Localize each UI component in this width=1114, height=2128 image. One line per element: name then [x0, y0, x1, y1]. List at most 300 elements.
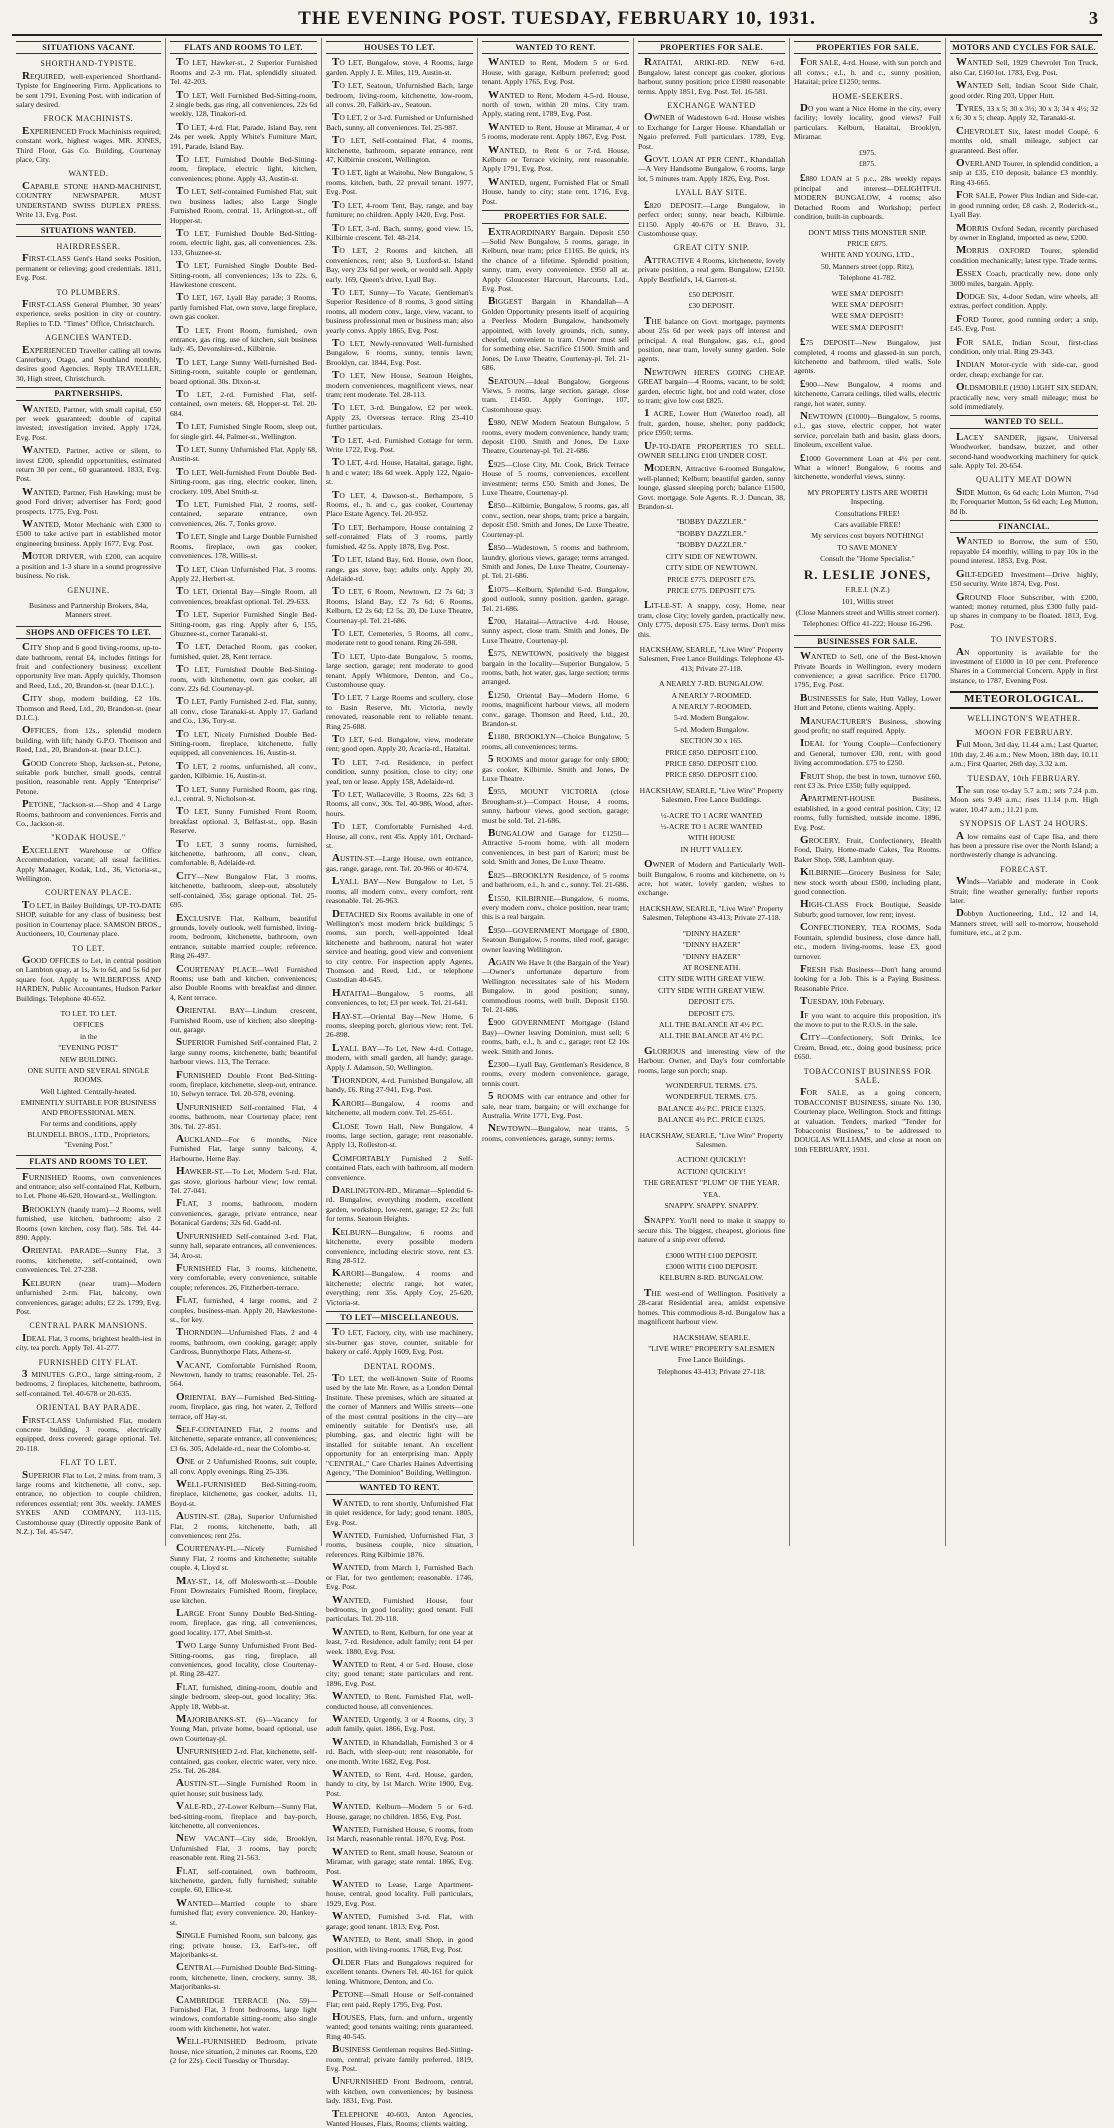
display-ad-line: in the [79, 1031, 98, 1041]
display-ad-line: WHITE AND YOUNG, LTD., [820, 250, 915, 260]
section-heading: BUSINESSES FOR SALE. [794, 635, 941, 648]
section-heading: PROPERTIES FOR SALE. [638, 41, 785, 54]
classified-ad: WANTED to Rent, House at Miramar, 4 or 5 rooms, moderate rent. Apply 1867, Evg. Post. [482, 120, 629, 142]
classified-ad: WELL-FURNISHED Bed-Sitting-room, fireplace, kitchenette, gas cooker, adults. 11, Boyd-st. [170, 1478, 317, 1508]
classified-ad: CITY—Confectionery, Soft Drinks, Ice Cream, Bread, etc., doing good business; price £650. [794, 1031, 941, 1062]
classified-ad: EXCELLENT Warehouse or Office Accommodation, vacant; all usual facilities. Apply Manager, Kodak, Ltd., 36, Victoria-st., Wellington. [16, 843, 161, 884]
classified-ad: TO LET, Detached Room, gas cooker, furnished, quiet. 28, Kent terrace. [170, 640, 317, 661]
classified-ad: SINGLE Furnished Room, sun balcony, gas ring; private house. 13, Earl's-ter., off Majoribanks-st. [170, 1929, 317, 1959]
classified-ad: WANTED to Lease, Large Apartment-house, central, good locality. Full particulars, 1929, Evg. Post. [326, 1878, 473, 1908]
classified-ad: WANTED, Kelburn—Modern 5 or 6-rd. House, garage; no children. 1856, Evg. Post. [326, 1800, 473, 1821]
column-grid [12, 38, 1102, 2128]
display-ad-line: WEE SMA' DEPOSIT! [831, 322, 904, 332]
classified-ad: UNFURNISHED Self-contained 3-rd. Flat, sunny hall, separate entrances, all conveniences. 34, Aro-st. [170, 1229, 317, 1260]
classified-ad: FLAT, self-contained, own bathroom, kitchenette, garden, fully furnished; suitable couple. 60, Ellice-st. [170, 1864, 317, 1895]
display-ad-line: Well Lighted. Centrally-heated. [40, 1086, 137, 1096]
classified-ad: Dobbyn Auctioneering, Ltd., 12 and 14, Manners street, will sell to-morrow, household furniture, etc., at 2 p.m. [950, 907, 1098, 938]
classified-ad: OWNER of Modern and Particularly Well-built Bungalow, 6 rooms and kitchenette, on ½ acre, hot water, lovely garden, wishes to exchange. [638, 858, 785, 898]
classified-ad: ORIENTAL BAY—Furnished Bed-Sitting-room, fireplace, gas ring, hot water. 2, Telford terrace, off Hay-st. [170, 1390, 317, 1421]
ad-signature: HACKSHAW, SEARLE, "Live Wire" Property Salesmen, Telephone 43-413; Private 27-118. [639, 903, 784, 923]
classified-ad: SELF-CONTAINED Flat, 2 rooms and kitchenette, separate entrance, all conveniences; £3 6s. 305, Adelaide-rd., near the Colombo-st. [170, 1423, 317, 1453]
classified-ad: DETACHED Six Rooms available in one of Wellington's most modern brick buildings; 5 rooms, sun porch, well-appointed Ideal kitchenette and bathroom, natural hot water service and heating, good view and convenient to city centre. For inspection apply Agents, Thomson and Reed, Ltd., or telephone Custodian 40-645. [326, 907, 473, 985]
section-heading: FINANCIAL. [950, 520, 1098, 533]
classified-ad: WANTED, to Rent, Furnished Flat, well-conducted house, all conveniences. [326, 1690, 473, 1711]
classified-ad: £1550, KILBIRNIE—Bungalow, 6 rooms, every modern conv., choice position, near tram; this is a real bargain. [482, 891, 629, 922]
section-heading: FLATS AND ROOMS TO LET. [170, 41, 317, 54]
classified-ad: IDEAL Flat, 3 rooms, brightest health-iest in city, tea porch. Apply Tel. 41-277. [16, 1331, 161, 1353]
classified-ad: BUSINESSES for Sale, Hutt Valley, Lower Hutt and Petone, clients waiting. Apply. [794, 691, 941, 713]
display-ad-line: BALANCE 4½ P.C. PRICE £1325. [657, 1115, 766, 1125]
meteorological-heading: METEOROLOGICAL. [950, 691, 1098, 708]
classified-ad: TO LET, in Bailey Buildings, UP-TO-DATE SHOP, suitable for any class of business; best position in Courtenay place. SAMSON BROS., Auctioneers, 10, Courtenay place. [16, 898, 161, 939]
classified-ad: NEWTOWN (£1000)—Bungalow, 5 rooms, e.l., gas stove, electric copper, hot water service, porcelain bath and basin, glass doors, linoleum, excellent value. [794, 410, 941, 450]
classified-ad: WANTED, Furnished House, four bedrooms, in good locality; good tenant. Full particulars. Tel. 20-118. [326, 1593, 473, 1624]
classified-ad: WANTED, to Rent, small Shop, in good position, with living-rooms. 1768, Evg. Post. [326, 1933, 473, 1954]
classified-ad: AGAIN We Have It (the Bargain of the Year)—Owner's unfortunate departure from Wellington necessitates sale of his Modern Bungalow, in good position; sunny, commodious rooms, well built. Deposit £150. Tel. 21-686. [482, 955, 629, 1014]
classified-ad: BROOKLYN (handy tram)—2 Rooms, well furnished, use kitchen, bathroom; also 2 Rooms (own kitchen, cosy flat). 58s. Tel. 44-890. Apply. [16, 1202, 161, 1243]
classified-ad: TO LET, Furnished Single Room, sleep out, for single girl. 44, Palmer-st., Wellington. [170, 420, 317, 441]
classified-ad: TO LET, Clean Unfurnished Flat, 3 rooms. Apply 22, Herbert-st. [170, 562, 317, 583]
classified-ad: £75 DEPOSIT—New Bungalow, just completed, 4 rooms and glassed-in sun porch, kitchenette and bathroom, tiled walls. Sole agents. [794, 336, 941, 376]
display-ad-line: BALANCE 4½ P.C. PRICE £1325. [657, 1103, 766, 1113]
classified-ad: FURNISHED Flat, 3 rooms, kitchenette, very comfortable, every convenience, suitable couple; references. 26, Fitzherbert-terrace. [170, 1261, 317, 1292]
display-ad-line: £975. [858, 147, 877, 157]
display-ad-line: "DINNY HAZER" [682, 951, 741, 961]
classified-ad: MOTOR DRIVER, with £200, can acquire a position and 1-3 share in a sound progressive business. No risk. [16, 550, 161, 581]
classified-ad: TO LET, 2-rd. Furnished Flat, self-contained, own meters. 68, Hopper-st. Tel. 20-684. [170, 388, 317, 418]
classified-ad: TO LET, Nicely Furnished Double Bed-Sitting-room, fireplace, kitchenette, fully equipped, all conveniences. 16, Austin-st. [170, 727, 317, 758]
classified-ad: £900 GOVERNMENT Mortgage (Island Bay)—Owner leaving Dominion, must sell; 6 rooms, bath, e.l., h. and c., garage; rent £2 10s week. Smith and Jones. [482, 1016, 629, 1056]
display-ad-line: PRICE £775. DEPOSIT £75. [667, 585, 756, 595]
classified-ad: SUPERIOR Flat to Let, 2 mins. from tram, 3 large rooms and kitchenette, all conv., sep. entrance, no objection to couple children, references essential; rent 30s. weekly. JAMES SYKES AND COMPANY, 113-115, Customhouse quay (Directly opposite Bank of N.Z.). Tel. 45-547. [16, 1468, 161, 1537]
classified-ad: KELBURN (near tram)—Modern unfurnished 2-rm. Flat, balcony, own conveniences, garage; adults; £2 2s. 1799, Evg. Post. [16, 1276, 161, 1316]
classified-ad: OWNER of Wadestown 6-rd. House wishes to Exchange for Larger House. Khandallah or Ngaio preferred. Full particulars. 1789, Evg. Post. [638, 111, 785, 151]
column-6 [790, 38, 946, 1546]
display-ad [638, 290, 785, 311]
display-ad-line: "DINNY HAZER" [682, 928, 741, 938]
classified-ad: GOVT. LOAN AT PER CENT., Khandallah—A Very Handsome Bungalow, 6 rooms, large lot, 5 minutes tram. Apply 1826, Evg. Post. [638, 153, 785, 183]
display-ad [638, 811, 785, 855]
display-ad-line: ACTION! QUICKLY! [676, 1155, 747, 1165]
display-ad [638, 1081, 785, 1125]
classified-ad: TO LET, Partly Furnished 2-rd. Flat, sunny, all conv., close Taranaki-st. Apply 17, Garland and Co., 136, Tory-st. [170, 695, 317, 726]
classified-ad: GOOD Concrete Shop, Jackson-st., Petone, suitable pork butcher, small goods, central position, reasonable rent. Apply "Enterprise" Petone. [16, 756, 161, 796]
ad-subheading: WELLINGTON'S WEATHER. [967, 713, 1081, 723]
newspaper-title: THE EVENING POST. TUESDAY, FEBRUARY 10, 1931. [298, 8, 816, 29]
display-ad-line: "EVENING POST" [58, 1043, 119, 1053]
ad-subheading: COURTENAY PLACE. [45, 888, 132, 898]
classified-ad: TO LET, Superior Furnished Single Bed-Sitting-room, gas ring. Apply after 6, 155, Ghuznee-st., corner Taranaki-st. [170, 608, 317, 638]
display-ad-line: Consultations FREE! [835, 508, 900, 518]
display-ad-line: CITY SIDE WITH GREAT VIEW. [658, 985, 765, 995]
classified-ad: FIRST-CLASS General Plumber, 30 years' experience, seeks position in city or country. Replies to T.D. "Times" Office, Christchurch. [16, 297, 161, 328]
classified-ad: £575, NEWTOWN, positively the biggest bargain in the locality—Superior Bungalow, 5 rooms, bath, hot water, gas, large section; terms arranged. [482, 647, 629, 687]
ad-subheading: QUALITY MEAT DOWN [976, 475, 1072, 485]
classified-ad: WANTED to Rent, Modern 4-5-rd. House, north of town, within 20 mins. City tram. Apply, stating rent, 1789, Evg. Post. [482, 88, 629, 119]
classified-ad: TO LET, 2 rooms, unfurnished, all conv., garden, Kilbirnie. 16, Austin-st. [170, 759, 317, 781]
ad-subheading: FROCK MACHINISTS. [43, 114, 134, 124]
section-heading: PROPERTIES FOR SALE. [482, 210, 629, 223]
classified-ad: RATAITAI, ARIKI-RD. NEW 6-rd. Bungalow, latest concept gas cooker, glorious harbour, sunny position; price £1980 reasonable terms. Apply 1851, Evg. Post. Tel. 16-581. [638, 56, 785, 96]
section-heading: WANTED TO RENT. [326, 1481, 473, 1494]
classified-ad: FLAT, 3 rooms, bathroom, modern conveniences, garage, private entrance, near Botanical Gardens; 32s 6d. Gadd-rd. [170, 1197, 317, 1228]
classified-ad: IF you want to acquire this proposition, it's the move to put to the R.O.S. in the sale. [794, 1008, 941, 1029]
display-ad [638, 1251, 785, 1283]
classified-ad: WANTED, to Rent, Kelburn, for one year at least, 7-rd. Residence, adult family; rent £4 per week. 1880, Evg. Post. [326, 1625, 473, 1656]
display-ad-line: BLUNDELL BROS., LTD., Proprietors, "Evening Post." [27, 1130, 150, 1149]
classified-ad: HOUSES, Flats, furn. and unfurn., urgently wanted; good tenants waiting; rents guaranteed. Ring 40-545. [326, 2010, 473, 2041]
display-ad [638, 517, 785, 595]
display-ad-line: ALL THE BALANCE AT 4½ P.C. [659, 1019, 764, 1029]
classified-ad: TO LET, Self-contained Flat, 4 rooms, kitchenette, bathroom, separate entrance, rent 47, Kilbirnie crescent, Wellington. [326, 134, 473, 165]
section-heading: WANTED TO RENT. [482, 41, 629, 54]
classified-ad: WANTED Sell, Indian Scout Side Chair, good order. Ring 203, Upper Hutt. [950, 79, 1098, 100]
classified-ad: WANTED, urgent, Furnished Flat or Small House, handy to city; state rent. 1716, Evg. Post. [482, 175, 629, 206]
display-ad-line: WEE SMA' DEPOSIT! [831, 299, 904, 309]
classified-ad: FRUIT Shop, the best in town, turnover £60, rent £3 3s. Price £350; fully equipped. [794, 769, 941, 790]
display-ad [638, 1333, 785, 1377]
ad-subheading: TO INVESTORS. [990, 635, 1058, 645]
display-ad-line: DEPOSIT £75. [688, 1008, 735, 1018]
display-ad-line: OFFICES [73, 1020, 104, 1030]
classified-ad: UNFURNISHED Self-contained Flat, 4 rooms, bathroom, near Courtenay place; rent 30s. Tel. 27-851. [170, 1100, 317, 1131]
classified-ad: KELBURN—Bungalow, 6 rooms and kitchenette, every possible modern convenience, including electric stove, rent £3. Ring 28-512. [326, 1225, 473, 1265]
classified-ad: GROCERY, Fruit, Confectionery, Health Food, Dairy, Home-made Cakes, Tea Rooms. Baker Shop, 598, Lambton quay. [794, 834, 941, 864]
classified-ad: TO LET, 2 or 3-rd. Furnished or Unfurnished Bach, sunny, all conveniences. Tel. 25-987. [326, 111, 473, 132]
display-ad [16, 1009, 161, 1149]
classified-ad: MANUFACTURER'S Business, showing good profit; no staff required. Apply. [794, 714, 941, 735]
display-ad-line: SECTION 30 x 165. [680, 736, 743, 746]
classified-ad: GLORIOUS and interesting view of the Harbour. Owner, and Day's four comfortable rooms, large sun porch; snap. [638, 1044, 785, 1075]
display-ad-line: My services cost buyers NOTHING! [811, 531, 924, 541]
classified-ad: GOOD OFFICES to Let, in central position on Lambton quay, at 1s, 3s to 6d, and 5s 6d per square foot. Apply to WILBERFOSS AND HARDEN, Public Accountants, Hudson Parker Buildings. Telephone 40-652. [16, 953, 161, 1003]
classified-ad: A low remains east of Cape Ilsa, and there has been a pressure rise over the North Island; a northwesterly change is advancing. [950, 829, 1098, 860]
classified-ad: TO LET, 7 Large Rooms and scullery, close to Basin Reserve, Mt. Victoria, newly renovated, reasonable rent to reliable tenant. Ring 25-688. [326, 691, 473, 731]
classified-ad: HAWKER-ST.—To Let, Modern 5-rd. Flat, gas stove, glorious harbour view; low rental. Tel. 27-041. [170, 1165, 317, 1196]
ad-subheading: GENUINE. [67, 585, 110, 595]
classified-ad: WANTED—Married couple to share furnished flat; every convenience. 20, Hankey-st. [170, 1896, 317, 1927]
classified-ad: ATTRACTIVE 4 Rooms, kitchenette, lovely private position, a real gem. Bungalow, £2150. Apply Bestfield's, 14, Garrett-st. [638, 253, 785, 284]
ad-subheading: TO PLUMBERS. [56, 287, 121, 297]
display-ad-line: A NEARLY 7-ROOMED. [671, 701, 752, 711]
ad-signature: Business and Partnership Brokers, 84a, Manners street. [29, 600, 148, 620]
classified-ad: TO LET, Sunny Unfurnished Flat. Apply 68, Austin-st. [170, 443, 317, 464]
classified-ad: £950—GOVERNMENT Mortgage of £800, Seatoun Bungalow, 5 rooms, tiled roof, garage; owner leaving Wellington. [482, 923, 629, 954]
display-ad-line: NEW BUILDING. [59, 1054, 118, 1064]
classified-ad: TO LET, 6 Room, Newtown, £2 7s 6d; 3 Rooms, Island Bay, £2 7s 6d; 6 Rooms, Kelburn, £2 2s 6d; £2 5s. 20, De Luxe Theatre, Courtenay-pl. Tel. 21-686. [326, 585, 473, 625]
ad-signature: HACKSHAW, SEARLE, "Live Wire" Property Salesmen, Free Lance Buildings. Telephone 43-413; Private 27-118. [638, 644, 785, 673]
classified-ad: KILBIRNIE—Grocery Business for Sale; new stock worth about £500, including plant, good connection. [794, 866, 941, 897]
ad-subheading: TUESDAY, 10th FEBRUARY. [967, 773, 1081, 783]
classified-ad: UP-TO-DATE PROPERTIES TO SELL. OWNER SELLING £100 UNDER COST. [638, 439, 785, 461]
classified-ad: NEW VACANT—City side, Brooklyn, Unfurnished Flat, 3 rooms, bay porch; reasonable rent. Ring 21-563. [170, 1832, 317, 1863]
classified-ad: ESSEX Coach, practically new, done only 3000 miles, bargain. Apply. [950, 267, 1098, 288]
display-ad-line: £30 DEPOSIT. [688, 301, 735, 311]
classified-ad: Full Moon, 3rd day, 11.44 a.m.; Last Quarter, 10th day, 2.46 a.m.; New Moon, 18th day, 10.11 a.m.; First Quarter, 26th day, 3.32 a.m. [950, 738, 1098, 769]
classified-ad: WANTED, Motor Mechanic with £300 to £500 to take active part in established motor engineering business. Apply 1677, Evg. Post. [16, 518, 161, 548]
classified-ad: £955, MOUNT VICTORIA (close Brougham-st.)—Compact House, 4 rooms, sunny, harbour views, good section, garage; must be sold. Tel. 21-686. [482, 785, 629, 825]
classified-ad: £825—BROOKLYN Residence, of 5 rooms and bathroom, e.l., h. and c., sunny. Tel. 21-686. [482, 868, 629, 890]
classified-ad: CLOSE Town Hall, New Bungalow, 4 rooms, large section, garage; rent reasonable. Apply 13, Rolleston-st. [326, 1119, 473, 1150]
ad-signature: HACKSHAW, SEARLE, "Live Wire" Property Salesmen, Free Lance Buildings. [639, 785, 784, 805]
classified-ad: TO LET, Cemeteries, 5 Rooms, all conv., moderate rent to good tenant. Ring 26-598. [326, 626, 473, 648]
display-ad-line: PRICE £850. DEPOSIT £100. [665, 770, 758, 780]
classified-ad: TO LET, Furnished Single Double Bed-Sitting-room, all conveniences; 13s to 22s. 6, Hawkestone crescent. [170, 259, 317, 289]
display-ad-line: £875. [858, 159, 877, 169]
classified-ad: CAMBRIDGE TERRACE (No. 59)—Furnished Flat, 3 front bedrooms, large light windows, comfortable sitting-room; also single room with kitchenette, hot water. [170, 1993, 317, 2033]
column-1 [12, 38, 166, 1546]
classified-ad: WANTED, Partner, active or silent, to invest £200, splendid opportunities, estimated return 30 per cent., 60 guaranteed. 1833, Evg. Post. [16, 444, 161, 484]
ad-subheading: AGENCIES WANTED. [45, 333, 132, 343]
ad-subheading: GREAT CITY SNIP. [673, 243, 750, 253]
ad-subheading: FORECAST. [1000, 864, 1048, 874]
classified-ad: COURTENAY-PL.—Nicely Furnished Sunny Flat, 2 rooms and kitchenette; suitable couple. 4, Lloyd st. [170, 1542, 317, 1573]
classified-ad: NEWTOWN—Bungalow, near trams, 5 rooms, conveniences, garage, sunny; terms. [482, 1122, 629, 1143]
classified-ad: AUSTIN-ST.—Single Furnished Room in quiet house; suit business lady. [170, 1777, 317, 1798]
classified-ad: TO LET, Furnished Double Bed-Sitting-room, with kitchenette, own gas cooker, all conv. 22s 6d. Courtenay-pl. [170, 663, 317, 693]
classified-ad: WANTED, Furnished, Unfurnished Flat, 3 rooms, business couple, nice situation, references. Ring Kilbirnie 1876. [326, 1529, 473, 1559]
classified-ad: TWO Large Sunny Unfurnished Front Bed-Sitting-rooms, gas ring, fireplace, all conveniences, good locality, close Courtenay-pl. Ring 28-427. [170, 1639, 317, 1679]
classified-ad: TO LET, the well-known Suite of Rooms used by the late Mr. Rowe, as a London Dental Institute. These premises, which are situated at the corner of Manners and Willis streets—one of the most central positions in the city—are eminently suitable for Dentist's use, all plumbing, gas, and electric light will be installed for suitable tenant. An excellent opportunity for an enterprising man. Apply "CENTRAL," Care Charles Haines Advertising Agency, "The Dominion" Building, Wellington. [326, 1371, 473, 1478]
classified-ad: ORIENTAL PARADE—Sunny Flat, 3 rooms, kitchenette, self-contained, own conveniences. Tel. 27-238. [16, 1244, 161, 1275]
display-ad-line: Free Lance Buildings. [677, 1355, 746, 1365]
classified-ad: 3 MINUTES G.P.O., large sitting-room, 2 bedrooms, 2 fireplaces, kitchenette, bathroom, self-contained. Tel. 40-678 or 20-635. [16, 1367, 161, 1398]
classified-ad: AN opportunity is available for the investment of £1000 in 10 per cent. Preference Shares in a Commercial Concern. Apply in first instance, to 1787, Evening Post. [950, 645, 1098, 685]
classified-ad: CENTRAL—Furnished Double Bed-Sitting-room, kitchenette, linen, crockery, sunny. 38, Marjoribanks-st. [170, 1961, 317, 1992]
display-ad-line: PRICE £850. DEPOSIT £100. [665, 759, 758, 768]
display-ad-name: R. LESLIE JONES, [803, 566, 932, 582]
classified-ad: PETONE, "Jackson-st.—Shop and 4 Large Rooms, bathroom and conveniences. Ferris and Co., Jackson-st. [16, 798, 161, 829]
section-heading: TO LET—MISCELLANEOUS. [326, 1311, 473, 1324]
display-ad-line: AT ROSENEATH. [682, 962, 741, 972]
classified-ad: TO LET, Self-contained Furnished Flat, suit two business ladies; also Large Single Furnished Room, central. 11, Arlington-st., off Hopper-st. [170, 185, 317, 225]
column-5 [634, 38, 790, 1546]
classified-ad: FIRST-CLASS Unfurnished Flat, modern concrete building, 3 rooms, electrically equipped, dress covered; garage optional. Tel. 20-118. [16, 1413, 161, 1453]
section-heading: MOTORS AND CYCLES FOR SALE. [950, 41, 1098, 54]
display-ad-line: Consult the "Home Specialist." [820, 554, 915, 564]
classified-ad: TO LET, Hawker-st., 2 Superior Furnished Rooms and 2-3 rm. Flat, splendidly situated. Tel. 42-203. [170, 56, 317, 87]
classified-ad: TO LET, Furnished Double Bed-Sitting-room, electric light, gas, all conveniences. 23s. 133, Ghuznee-st. [170, 226, 317, 257]
classified-ad: COURTENAY PLACE—Well Furnished Rooms; use bath and kitchen, conveniences; also Double Rooms with breakfast and dinner. 4, Kent terrace. [170, 962, 317, 1002]
classified-ad: DARLINGTON-RD., Miramar—Splendid 6-rd. Bungalow, everything modern, excellent garden, workshop, low-rent, garage; £2 2s; full for terms. Seatoun Heights. [326, 1184, 473, 1224]
display-ad-line: HACKSHAW, SEARLE. [673, 1332, 750, 1342]
display-ad-line: DON'T MISS THIS MONSTER SNIP. [808, 227, 927, 237]
classified-ad: FOR SALE, as a going concern, TOBACCONIST BUSINESS, situate No. 130, Courtenay place, Wellington. Stock and fittings at valuation. Tenders, marked "Tender for Tobacconist Business," to be addressed to DOUGLAS WILLIAMS, and close at noon on 10th FEBRUARY, 1931. [794, 1086, 941, 1154]
classified-ad: PETONE—Small House or Self-contained Flat; rent paid. Reply 1795, Evg. Post. [326, 1988, 473, 2009]
display-ad-line: A NEARLY 7-ROOMED. [671, 690, 752, 700]
classified-ad: IDEAL for Young Couple—Confectionery and General, turnover £30, rent, with good living accommodation. £75 to £250. [794, 737, 941, 768]
classified-ad: £925—Close City, Mt. Cook, Brick Terrace House of 5 rooms, conveniences, excellent investment; terms £50. Smith and Jones, De Luxe Theatre, Courtenay-pl. [482, 457, 629, 498]
classified-ad: COMFORTABLY Furnished 2 Self-contained Flats, each with bathroom, all modern convenience. [326, 1151, 473, 1182]
classified-ad: SUPERIOR Furnished Self-contained Flat, 2 large sunny rooms, kitchenette, bath; beautiful harbour views. 113, The Terrace. [170, 1036, 317, 1067]
classified-ad: LIT-LE-ST. A snappy, cosy, Home, near tram, close City; lovely garden, practically new. Only £775, deposit £75. Easy terms. Don't miss this. [638, 599, 785, 639]
classified-ad: MAJORIBANKS-ST. (6)—Vacancy for Young Man, private home, board optional, use own Courtenay-pl. [170, 1712, 317, 1743]
classified-ad: FOR SALE, Power Plus Indian and Side-car, in good running order, £8 cash. 2, Roderick-st., Lyall Bay. [950, 189, 1098, 220]
classified-ad: HATAITAI—Bungalow, 5 rooms, all conveniences, to let; £3 per week. Tel. 21-641. [326, 986, 473, 1008]
classified-ad: TO LET, 4, Dawson-st., Berhampore, 5 Rooms, el., h. and c., gas cooker, Courtenay Place Estate Agency. Tel. 20-952. [326, 488, 473, 519]
display-ad [638, 1155, 785, 1210]
classified-ad: TO LET, 4-rd. Furnished Cottage for term. Write 1722, Evg. Post. [326, 433, 473, 455]
display-ad-line: ACTION! QUICKLY! [676, 1166, 747, 1176]
display-ad-line: For terms and conditions, apply [40, 1119, 137, 1128]
classified-ad: £1075—Kelburn, Splendid 6-rd. Bungalow, good outlook, sunny position, garden, garage. Tel. 21-686. [482, 582, 629, 613]
classified-ad: WANTED to Rent, 4 or 5-rd. House, close city; good tenant; state particulars and rent. 1896, Evg. Post. [326, 1657, 473, 1688]
ad-subheading: "KODAK HOUSE." [51, 833, 126, 843]
column-4 [478, 38, 634, 1546]
display-ad-line: CITY SIDE OF NEWTOWN. [665, 551, 758, 561]
classified-ad: FLAT, furnished, dining-room, double and single bedroom, sleep-out, good locality; 36s. Apply 18, Webb-st. [170, 1680, 317, 1711]
classified-ad: OVERLAND Tourer, in splendid condition, a snip at £35, £10 deposit, balance £3 monthly. Ring 43-665. [950, 157, 1098, 187]
display-ad-line: EMINENTLY SUITABLE FOR BUSINESS AND PROFESSIONAL MEN. [20, 1098, 157, 1117]
display-ad-line: (Close Manners street and Willis street corner). [795, 607, 940, 617]
classified-ad: VACANT, Comfortable Furnished Room, Newtown, handy to trams; reasonable. Tel. 25-564. [170, 1358, 317, 1389]
classified-ad: CITY—New Bungalow Flat, 3 rooms, kitchenette, bathroom, sleep-out, absolutely self-contained, 35s; garage optional. Tel. 25-695. [170, 869, 317, 910]
classified-ad: LARGE Front Sunny Double Bed-Sitting-room, fireplace, gas ring, all conveniences, good locality. 177, Abel Smith-st. [170, 1606, 317, 1637]
display-ad-line: Telephones: Office 41-222; House 16-296. [802, 619, 933, 629]
classified-ad: FOR SALE, 4-rd. House, with sun porch and all convs.; e.l., h. and c., sunny position, Hataitai; price £1250; terms. [794, 56, 941, 87]
page-number: 3 [1089, 8, 1098, 28]
classified-ad: DO you want a Nice Home in the city, every facility; lovely locality, good views? Full particulars. Kelburn, Hataitai, Brooklyn, Miramar. [794, 102, 941, 142]
classified-ad: TYRES, 33 x 5; 30 x 3½; 30 x 3; 34 x 4½; 32 x 6; 30 x 5; cheap. Apply 32, Taranaki-st. [950, 102, 1098, 123]
section-heading: HOUSES TO LET. [326, 41, 473, 54]
classified-ad: TO LET, 3-rd. Bungalow, £2 per week. Apply 23, Overseas terrace. Ring 23-410 further particulars. [326, 401, 473, 432]
classified-ad: £850—Kilbirnie, Bungalow, 5 rooms, gas, all conv., section, near shops, tram; price a bargain, deposit £50. Smith and Jones, De Luxe Theatre, Courtenay-pl. [482, 499, 629, 539]
display-ad-line: £3000 WITH £100 DEPOSIT. [665, 1262, 758, 1272]
classified-ad: AUSTIN-ST. (28a), Superior Unfurnished Flat, 2 rooms, kitchenette, bath, all conveniences; rent 25s. [170, 1510, 317, 1541]
classified-ad: TO LET, light at Waitohu, New Bungalow, 5 rooms, kitchen, bath, 22 prevail tenant. 1977, Evg. Post. [326, 166, 473, 197]
display-ad-line: ONE SUITE AND SEVERAL SINGLE ROOMS. [27, 1065, 150, 1085]
classified-ad: £820 DEPOSIT.—Large Bungalow, in perfect order; sunny, near beach, Kilbirnie. £1150. Apply 40-676 or H. Bravo, 31, Customhouse quay. [638, 198, 785, 238]
classified-ad: EXPERIENCED Traveller calling all towns Canterbury, Otago, and Southland monthly, desires good Agencies. Reply TRAVELLER, 30, High street, Christchurch. [16, 343, 161, 383]
display-ad-line: 5-rd. Modern Bungalow. [673, 724, 749, 734]
display-ad-line: TO LET. TO LET. [60, 1008, 117, 1018]
classified-ad: £1180, BROOKLYN—Choice Bungalow, 5 rooms, all conveniences; terms. [482, 730, 629, 751]
classified-ad: OFFICES, from 12s., splendid modern building, with lift; handy G.P.O. Thomson and Reed, Ltd., 20, Brandon-st. (near D.I.C.). [16, 724, 161, 755]
display-ad-line: YEA. [702, 1189, 721, 1199]
display-ad-line: 50, Manners street (opp. Ritz), [820, 261, 914, 271]
classified-ad: EXCLUSIVE Flat, Kelburn, beautiful grounds, lovely outlook, well furnished, living-room, bedroom, kitchenette, bathroom, own entrance, suitable married couple; reference. Ring 26-497. [170, 911, 317, 961]
classified-ad: MAY-ST., 14, off Molesworth-st.—Double Front Downstairs Furnished Room, fireplace, use kitchen. [170, 1574, 317, 1605]
classified-ad: 5 ROOMS and motor garage for only £800; gas cooker, Kilbirnie. Smith and Jones, De Luxe Theatre. [482, 753, 629, 784]
display-ad [794, 148, 941, 169]
classified-ad: AUSTIN-ST.—Large House, own entrance, gas, range, garage, rent. Tel. 20-966 or 40-674. [326, 852, 473, 873]
display-ad-line: WONDERFUL TERMS. £75. [665, 1080, 758, 1090]
display-ad-line: DEPOSIT £75. [688, 997, 735, 1007]
display-ad-line: Telephone 41-782. [839, 273, 896, 283]
classified-ad: TO LET, 4-room Tent, Bay, range, and bay furniture; no children. Apply 1420, Evg. Post. [326, 198, 473, 220]
classified-ad: £1250, Oriental Bay—Modern Home, 6 rooms, magnificent harbour views, all modern conv., garage. Thomson and Reed, Ltd., 20, Brandon-st. [482, 688, 629, 728]
section-heading: PROPERTIES FOR SALE. [794, 41, 941, 54]
classified-ad: The sun rose to-day 5.7 a.m.; sets 7.24 p.m. Moon sets 9.49 a.m.; rises 11.14 p.m. High water, 10.47 a.m.; 11.21 p.m. [950, 784, 1098, 814]
display-ad-line: "LIVE WIRE" PROPERTY SALESMEN [648, 1343, 775, 1353]
classified-ad: REQUIRED, well-experienced Shorthand-Typiste for Engineering Firm. Applications to be sent 1791, Evening Post, with indication of salary desired. [16, 69, 161, 110]
ad-subheading: LYALL BAY SITE. [675, 188, 748, 198]
classified-ad: TO LET, Well Furnished Bed-Sitting-room, 2 single beds, gas ring, all conveniences, 22s 6d weekly. 128, Tinakori-rd. [170, 88, 317, 119]
classified-ad: TO LET, Well-furnished Front Double Bed-Sitting-room, gas ring, electric cooker, linen, crockery. 109, Abel Smith-st. [170, 465, 317, 496]
classified-ad: WELL-FURNISHED Bedroom, private house, nice situation, 2 minutes car. Rooms, £20 (2 for 22s). Cecil Tuesday or Thursday. [170, 2035, 318, 2065]
display-ad-line: WONDERFUL TERMS. £75. [665, 1092, 758, 1102]
display-ad [638, 929, 785, 1041]
classified-ad: TO LET, Bungalow, stove, 4 Rooms, large garden. Apply J. E. Miles, 119, Austin-st. [326, 56, 473, 77]
classified-ad: TO LET, Sunny—To Vacate, Gentleman's Superior Residence of 8 rooms, 3 good sitting rooms, all modern conv., large, view, vacant, to business professional men or business man; also yearly convs. Apply 1865, Evg. Post. [326, 285, 473, 335]
classified-ad: BUNGALOW and Garage for £1250—Attractive 5-room home, with all modern conveniences, in best part of Karori; must be sold. Smith and Jones, De Luxe Theatre. [482, 827, 629, 867]
classified-ad: GROUND Floor Subscriber, with £200, wanted; money returned, plus £300 fully paid-up shares in company to be floated. 1813, Evg. Post. [950, 590, 1098, 630]
column-7 [946, 38, 1102, 1546]
classified-ad: GILT-EDGED Investment—Drive highly, £50 security. Write 1874, Evg. Post. [950, 567, 1098, 589]
classified-ad: WANTED, in Khandallah, Furnished 3 or 4 rd. Bach, with sleep-out; rent reasonable, for one month. Write 1682, Evg. Post. [326, 1735, 473, 1766]
display-ad-line: "BOBBY DAZZLER." [676, 528, 747, 538]
display-ad-line: WEE SMA' DEPOSIT! [831, 288, 904, 298]
classified-ad: LYALL BAY—To Let, New 4-rd. Cottage, modern, with small garden, all handy; garage. Apply J. Adamson, 50, Wellington. [326, 1041, 473, 1072]
classified-ad: TO LET, 4-rd. House, Hataitai, garage, light, h and c water; 18s 6d week. Apply 122, Ngaio-st. [326, 456, 473, 487]
display-ad [794, 289, 941, 333]
classified-ad: Winds—Variable and moderate in Cook Strait; fine weather generally; further reports later. [950, 875, 1098, 906]
classified-ad: UNFURNISHED 2-rd. Flat, kitchenette, self-contained, gas cooker, electric water, very nice. 25s. Tel. 26-284. [170, 1745, 317, 1775]
classified-ad: WANTED to Rent, Modern 5 or 6-rd. House, with garage, Kelburn preferred; good tenant. Apply 1765, Evg. Post. [482, 56, 629, 87]
classified-ad: NEWTOWN HERE'S GOING CHEAP. GREAT bargain—4 Rooms, vacant, to be sold; garden, electric light, hot and cold water, close to tram; give low cost £825. [638, 365, 785, 405]
classified-ad: BIGGEST Bargain in Khandallah—A Golden Opportunity presents itself of acquiring a Peerless Modern Bungalow, handsomely appointed, with lovely grounds, rich, sunny, cheerful, convenient to tram. Owner must sell for something else. Sacrifice £1500. Smith and Jones, De Luxe Theatre, Courtenay-pl. Tel. 21-686. [482, 295, 629, 373]
ad-subheading: TOBACCONIST BUSINESS FOR SALE. [803, 1066, 932, 1085]
display-ad-line: 101, Willis street [841, 596, 894, 606]
classified-ad: TO LET, Single and Large Double Furnished Rooms, fireplace, own gas cooker, conveniences. 178, Willis-st. [170, 530, 317, 561]
classified-ad: TO LET, 3-rd. Bach, sunny, good view. 15, Kilbirnie crescent. Tel. 48-214. [326, 221, 473, 242]
classified-ad: TO LET, 2 Rooms and kitchen, all conveniences, rent; also 9, Luxford-st. Island Bay, very 23s 6d per week, or would sell. Apply early. 169, Queen's drive, Lyall Bay. [326, 244, 473, 284]
display-ad [638, 679, 785, 780]
classified-ad: UNFURNISHED Front Bedroom, central, with kitchen, own conveniences; by business lady. 1831, Evg. Post. [326, 2075, 473, 2106]
classified-ad: CITY shop, modern building, £2 10s. Thomson and Reed, Ltd., 20, Brandon-st. (near D.I.C.). [16, 692, 161, 722]
classified-ad: TO LET, 6-rd. Bungalow, view, moderate rent; good open. Apply 20, Acacia-rd., Hataitai. [326, 733, 473, 754]
classified-ad: WANTED, to rent shortly, Unfurnished Flat in quiet residence, for lady; good tenant. 1805, Evg. Post. [326, 1496, 473, 1527]
classified-ad: TO LET, 7-rd. Residence, in perfect condition, sunny position, close to city; one yeaf, ten or lease. Apply 158, Adelaide-rd. [326, 755, 473, 786]
ad-subheading: ORIENTAL BAY PARADE. [36, 1403, 141, 1413]
ad-subheading: MOON FOR FEBRUARY. [974, 727, 1073, 737]
display-ad-line: PRICE £775. DEPOSIT £75. [667, 574, 756, 584]
classified-ad: CAPABLE STONE HAND-MACHINIST, COUNTRY NEWSPAPER. MUST UNDERSTAND SWISS DUPLEX PRESS. Write 13, Evg. Post. [16, 179, 161, 220]
classified-ad: FURNISHED Double Front Bed-Sitting-room, fireplace, kitchenette, sleep-out, entrance. 10, Selwyn terrace. Tel. 20-578, evening. [170, 1068, 317, 1099]
classified-ad: MORRIS Oxford Sedan, recently purchased by owner in England, imported as new, £200. [950, 221, 1098, 242]
classified-ad: BUSINESS Gentleman requires Bed-Sitting-room, central; private family preferred. 1819, Evg. Post. [326, 2043, 473, 2073]
display-ad-line: Telephones 43-413; Private 27-118. [657, 1366, 766, 1376]
classified-ad: HIGH-CLASS Frock Boutique, Seaside Suburb; good turnover, low rent; invest. [794, 898, 941, 919]
classified-ad: £850—Wadestown, 5 rooms and bathroom, laundry, glorious views, garage; terms arranged. Smith and Jones, De Luxe Theatre, Courtenay-pl. Tel. 21-686. [482, 541, 629, 581]
display-ad-line: "DINNY HAZER" [682, 940, 741, 950]
display-ad-line: WITH HOUSE [687, 833, 736, 843]
classified-ad: FRESH Fish Business—Don't hang around looking for a Job. This is a Paying Business. Reasonable Price. [794, 962, 941, 993]
ad-subheading: FURNISHED CITY FLAT. [38, 1357, 139, 1367]
display-ad-line: CITY SIDE WITH GREAT VIEW. [658, 974, 765, 984]
masthead [12, 6, 1102, 36]
classified-ad: WANTED to Sell, one of the Best-known Private Boards in Wellington, every modern convenience; a great sacrifice. Price £1700. 1795, Evg. Post. [794, 650, 941, 690]
classified-ad: LYALL BAY—New Bungalow to Let, 5 rooms, all modern conv., every comfort, rent reasonable. Tel. 26-963. [326, 875, 473, 906]
display-ad-line: KELBURN 8-RD. BUNGALOW. [659, 1273, 764, 1283]
classified-ad: SEATOUN.—Ideal Bungalow, Gorgeous Views, 5 rooms, large section, garage, close tram. £1450. Apply Gorringe, 107, Customhouse quay. [482, 374, 629, 414]
section-heading: FLATS AND ROOMS TO LET. [16, 1155, 161, 1168]
classified-ad: TO LET, Wallaceville, 3 Rooms, 22s 6d; 3 Rooms, all conv., 30s. Tel. 40-986, Wood, after-hours. [326, 788, 473, 818]
classified-ad: £700, Hataitai—Attractive 4-rd. House, sunny aspect, close tram. Smith and Jones, De Luxe Theatre, Courtenay-pl. [482, 614, 629, 645]
classified-ad: WANTED, Partner, Fish Hawking; must be good Ford driver; advertiser has Ford; good prospects. 1775, Evg. Post. [16, 485, 161, 516]
classified-ad: THORNDON—Unfurnished Flats, 2 and 4 rooms, bathroom, own cooking, garage; apply Cardross, Bunnythorpe Flats, Athens-st. [170, 1326, 317, 1357]
display-ad-line: PRICE £850. DEPOSIT £100. [665, 747, 758, 757]
display-ad-line: SNAPPY. SNAPPY. SNAPPY. [664, 1201, 759, 1211]
classified-ad: £900—New Bungalow, 4 rooms and kitchenette, Carrara ceilings, tiled walls, electric range, hot water, sunny. [794, 377, 941, 408]
classified-ad: TO LET, Furnished Flat, 2 rooms, self-contained, separate entrance, own conveniences, 26s. 7, Tonks grove. [170, 498, 317, 528]
ad-subheading: EXCHANGE WANTED [667, 101, 756, 111]
classified-ad: EXPERIENCED Frock Machinists required; constant work, highest wages. MR. JONES, Third Floor, Gas Co. Building, Courtenay place, City. [16, 124, 161, 165]
ad-subheading: FLAT TO LET. [60, 1458, 117, 1468]
ad-subheading: HAIRDRESSER. [56, 241, 121, 251]
classified-ad: £880 LOAN at 5 p.c., 28s weekly repays principal and interest—DELIGHTFUL MODERN BUNGALOW, 4 rooms; also Detached Room and Workshop; perfect condition, built-in cupboards. [794, 172, 941, 222]
classified-ad: TO LET, Seatoun, Unfurnished Bach, large bedroom, living-room, kitchenette, low-room, all convs. 20, Falkirk-av., Seatoun. [326, 79, 473, 110]
